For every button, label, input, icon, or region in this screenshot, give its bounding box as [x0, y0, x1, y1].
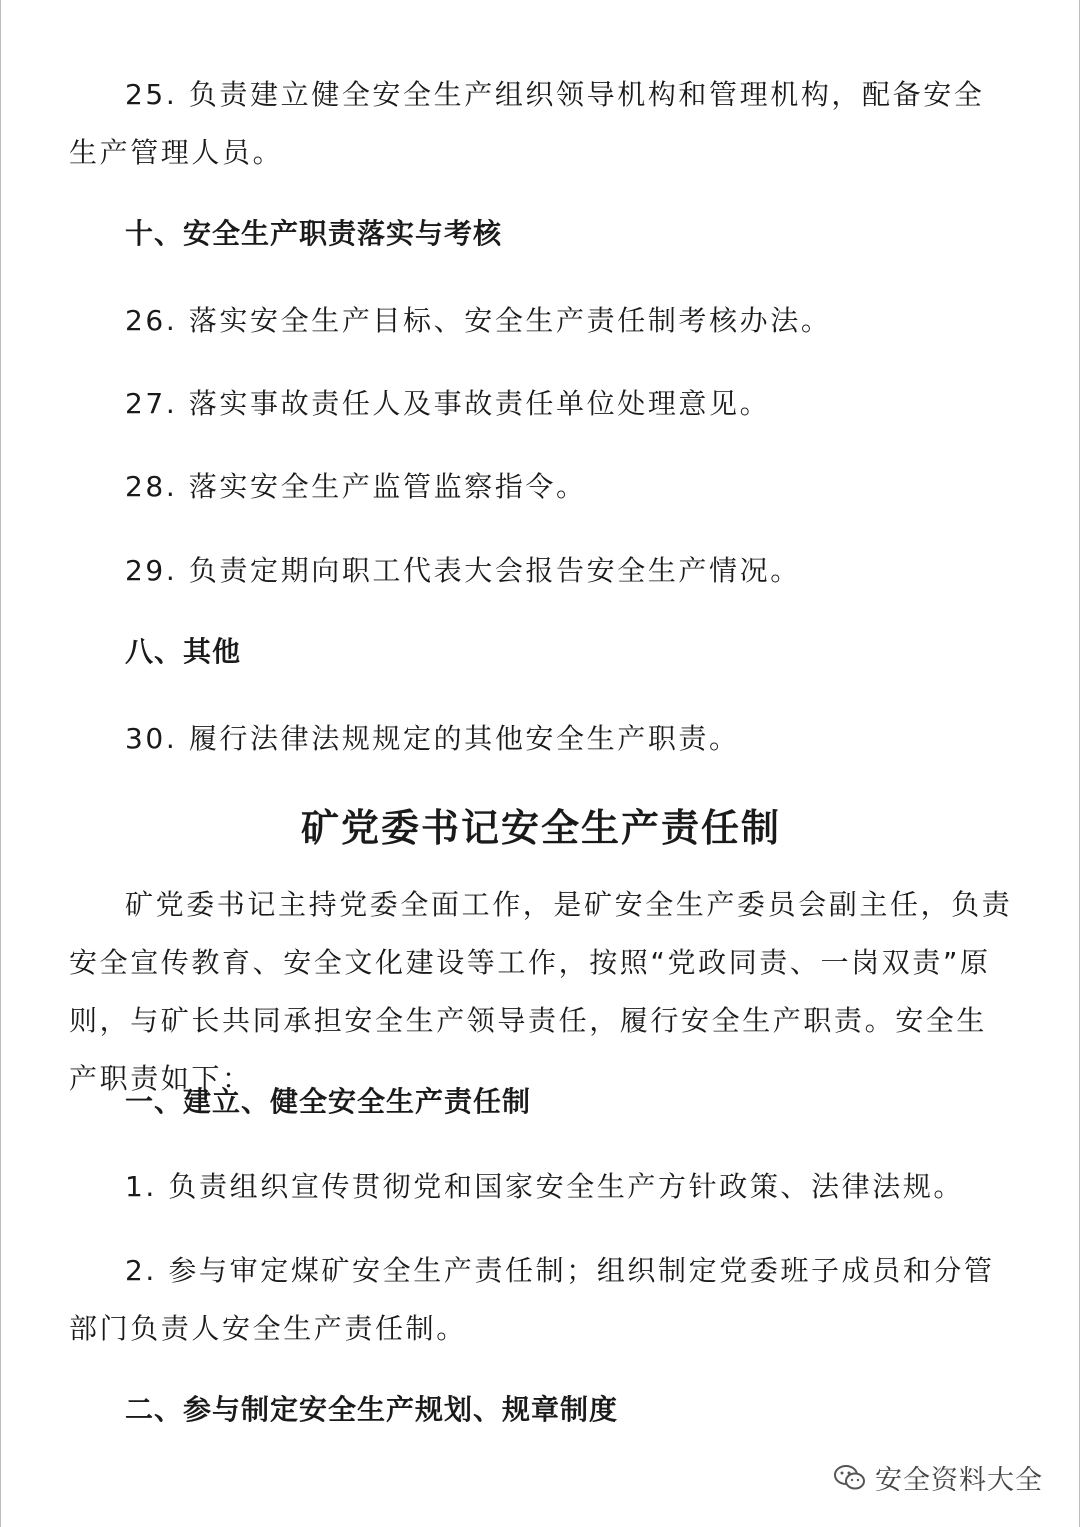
item-1: 1. 负责组织宣传贯彻党和国家安全生产方针政策、法律法规。 — [125, 1170, 965, 1203]
section-heading-10: 十、安全生产职责落实与考核 — [125, 217, 503, 250]
document-title: 矿党委书记安全生产责任制 — [300, 806, 781, 850]
wechat-icon — [833, 1463, 867, 1493]
item-27: 27. 落实事故责任人及事故责任单位处理意见。 — [125, 387, 771, 420]
watermark — [833, 1458, 1043, 1497]
item-29: 29. 负责定期向职工代表大会报告安全生产情况。 — [125, 554, 801, 587]
item-2: 2. 参与审定煤矿安全生产责任制；组织制定党委班子成员和分管部门负责人安全生产责任制。 — [69, 1254, 995, 1345]
item-30: 30. 履行法律法规规定的其他安全生产职责。 — [125, 722, 740, 755]
watermark-text: 安全资料大全 — [875, 1465, 1043, 1496]
item-28: 28. 落实安全生产监管监察指令。 — [125, 470, 587, 503]
item-25: 25. 负责建立健全安全生产组织领导机构和管理机构，配备安全生产管理人员。 — [69, 78, 985, 169]
section-heading-1: 一、建立、健全安全生产责任制 — [125, 1085, 532, 1118]
section-heading-8: 八、其他 — [125, 635, 242, 668]
intro-paragraph: 矿党委书记主持党委全面工作，是矿安全生产委员会副主任，负责安全宣传教育、安全文化建设等工作，按照“党政同责、一岗双责”原则，与矿长共同承担安全生产领导责任，履行安全生产职责。安全生产职责如下： — [69, 888, 1013, 1095]
item-26: 26. 落实安全生产目标、安全生产责任制考核办法。 — [125, 304, 832, 337]
section-heading-2: 二、参与制定安全生产规划、规章制度 — [125, 1393, 619, 1426]
